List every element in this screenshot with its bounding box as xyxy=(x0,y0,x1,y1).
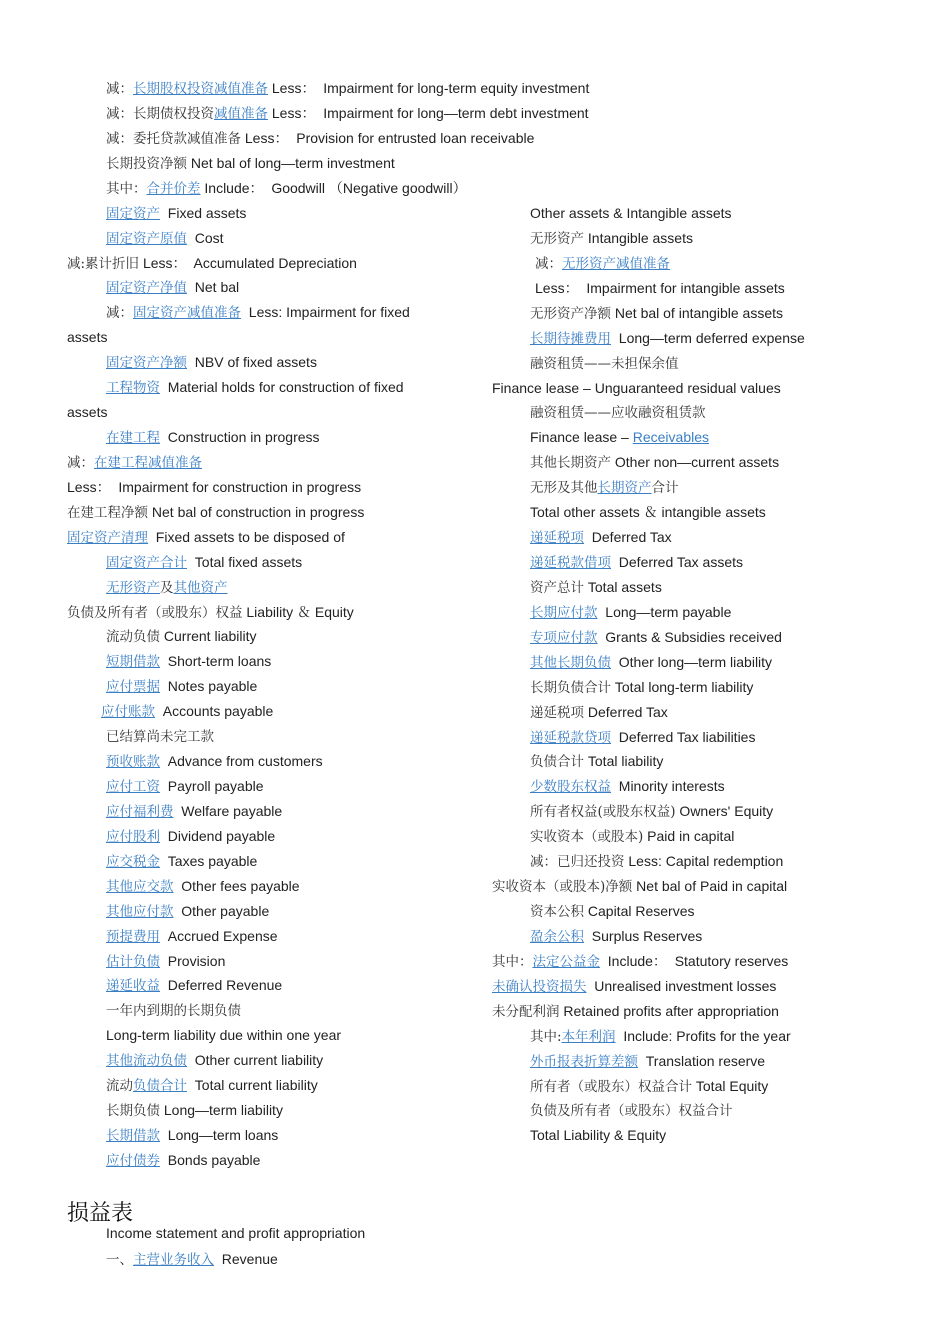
income-statement-heading: 损益表 xyxy=(67,1200,134,1226)
term-link[interactable]: 其他应付款 xyxy=(106,904,174,920)
chinese-term: 其他长期资产 xyxy=(530,455,611,471)
left-line xyxy=(67,528,345,546)
english-term: Taxes payable xyxy=(160,853,258,869)
english-term: Total long-term liability xyxy=(611,679,754,695)
left-line xyxy=(106,303,410,321)
term-link[interactable]: 未确认投资损失 xyxy=(492,979,587,995)
left-line xyxy=(106,727,214,745)
term-link[interactable]: 无形资产 xyxy=(106,580,160,596)
english-term: Accounts payable xyxy=(155,703,274,719)
english-term: Surplus Reserves xyxy=(584,928,703,944)
term-link[interactable]: 减值准备 xyxy=(214,106,268,122)
english-term: Capital Reserves xyxy=(584,903,695,919)
chinese-term: 其中: xyxy=(530,1029,562,1045)
english-term: Other payable xyxy=(173,903,270,919)
english-term: Net bal of Paid in capital xyxy=(632,878,788,894)
english-term: Bonds payable xyxy=(160,1152,261,1168)
term-link[interactable]: Receivables xyxy=(632,429,709,445)
left-line xyxy=(106,1051,323,1069)
english-term: Long-term liability due within one year xyxy=(106,1027,342,1043)
chinese-term: 长期负债合计 xyxy=(530,680,611,696)
chinese-term: 其中： xyxy=(492,954,533,970)
right-line xyxy=(530,1126,666,1144)
english-term: Deferred Revenue xyxy=(160,977,283,993)
left-line xyxy=(106,378,404,396)
right-line xyxy=(492,379,781,397)
term-link[interactable]: 递延收益 xyxy=(106,978,160,994)
left-line xyxy=(106,104,589,122)
right-line xyxy=(530,628,782,646)
chinese-term: 负债合计 xyxy=(530,754,584,770)
chinese-term: 一年内到期的长期负债 xyxy=(106,1003,241,1019)
term-link[interactable]: 预收账款 xyxy=(106,754,160,770)
english-term: Net bal of intangible assets xyxy=(611,305,783,321)
right-line xyxy=(530,478,679,496)
right-line xyxy=(492,1002,779,1020)
english-term: Less： Impairment for construction in progress xyxy=(67,479,362,495)
english-term: Long—term payable xyxy=(597,604,732,620)
left-line xyxy=(67,453,202,471)
english-term: Other current liability xyxy=(187,1052,324,1068)
english-term: Total fixed assets xyxy=(187,554,303,570)
chinese-term: 资产总计 xyxy=(530,580,584,596)
right-line xyxy=(530,528,672,546)
chinese-term: 所有者（或股东）权益合计 xyxy=(530,1079,692,1095)
left-line xyxy=(106,1151,260,1169)
left-line xyxy=(106,1126,278,1144)
left-line xyxy=(106,229,224,247)
english-term: Deferred Tax xyxy=(584,704,668,720)
right-line xyxy=(492,877,787,895)
right-line xyxy=(530,428,709,446)
english-term: Less： Provision for entrusted loan receivable xyxy=(241,130,535,146)
english-term: Less： Impairment for intangible assets xyxy=(535,280,785,296)
right-line xyxy=(530,553,743,571)
english-term: Short-term loans xyxy=(160,653,272,669)
right-line xyxy=(530,578,662,596)
left-line xyxy=(106,902,269,920)
left-line xyxy=(106,79,589,97)
term-link[interactable]: 长期应付款 xyxy=(530,605,598,621)
chinese-term: 未分配利润 xyxy=(492,1004,560,1020)
english-term: Provision xyxy=(160,953,226,969)
term-link[interactable]: 主营业务收入 xyxy=(133,1252,214,1268)
right-line xyxy=(530,902,695,920)
term-link[interactable]: 无形资产减值准备 xyxy=(562,256,670,272)
left-line xyxy=(67,478,361,496)
chinese-term: 合计 xyxy=(651,480,679,496)
term-link[interactable]: 长期待摊费用 xyxy=(530,331,611,347)
left-line xyxy=(106,852,257,870)
chinese-term: 在建工程净额 xyxy=(67,505,148,521)
english-term: Less： Impairment for long-term equity investment xyxy=(268,80,590,96)
chinese-term: 资本公积 xyxy=(530,904,584,920)
term-link[interactable]: 少数股东权益 xyxy=(530,779,611,795)
right-line xyxy=(530,1101,733,1119)
term-link[interactable]: 预提费用 xyxy=(106,929,160,945)
term-link[interactable]: 其他长期负债 xyxy=(530,655,611,671)
right-line xyxy=(530,678,753,696)
term-link[interactable]: 应付票据 xyxy=(106,679,160,695)
chinese-term: 所有者权益(或股东权益) xyxy=(530,804,676,820)
left-line xyxy=(67,328,107,346)
english-term: Intangible assets xyxy=(584,230,693,246)
english-term: Net bal xyxy=(187,279,240,295)
term-link[interactable]: 长期股权投资减值准备 xyxy=(133,81,268,97)
left-line xyxy=(106,627,256,645)
term-link[interactable]: 盈余公积 xyxy=(530,929,584,945)
right-line xyxy=(530,229,693,247)
left-line xyxy=(101,702,273,720)
right-line xyxy=(530,453,779,471)
english-term: Deferred Tax xyxy=(584,529,672,545)
left-line xyxy=(106,1076,318,1094)
english-term: Finance lease – xyxy=(530,429,633,445)
left-line xyxy=(106,1026,341,1044)
right-line xyxy=(530,1052,765,1070)
english-term: Less： Impairment for long—term debt investment xyxy=(268,105,589,121)
term-link[interactable]: 专项应付款 xyxy=(530,630,598,646)
left-line xyxy=(106,952,225,970)
chinese-term: 流动 xyxy=(106,1078,133,1094)
left-line xyxy=(67,603,354,621)
chinese-term: 减:累计折旧 xyxy=(67,256,140,272)
term-link[interactable]: 工程物资 xyxy=(106,380,160,396)
english-term: Paid in capital xyxy=(643,828,735,844)
term-link[interactable]: 固定资产 xyxy=(106,206,160,222)
left-line xyxy=(106,752,323,770)
chinese-term: 减：已归还投资 xyxy=(530,854,625,870)
chinese-term: 减： xyxy=(106,81,133,97)
left-line xyxy=(106,179,467,197)
english-term: Payroll payable xyxy=(160,778,264,794)
chinese-term: 流动负债 xyxy=(106,629,160,645)
english-term: Total Liability & Equity xyxy=(530,1127,667,1143)
english-term: Total assets xyxy=(584,579,662,595)
term-link[interactable]: 合并价差 xyxy=(146,181,201,197)
right-line xyxy=(530,653,772,671)
left-line xyxy=(106,652,271,670)
term-link[interactable]: 递延税款借项 xyxy=(530,555,611,571)
english-term: Notes payable xyxy=(160,678,258,694)
term-link[interactable]: 递延税款贷项 xyxy=(530,730,611,746)
right-line xyxy=(530,354,679,372)
left-line xyxy=(106,553,302,571)
chinese-term: 减：委托贷款减值准备 xyxy=(106,131,241,147)
english-term: Long—term liability xyxy=(160,1102,283,1118)
chinese-term: 减： xyxy=(106,305,133,321)
term-link[interactable]: 固定资产原值 xyxy=(106,231,187,247)
right-line xyxy=(492,977,776,995)
term-link[interactable]: 应付福利费 xyxy=(106,804,174,820)
term-link[interactable]: 外币报表折算差额 xyxy=(530,1054,638,1070)
english-term: Cost xyxy=(187,230,224,246)
chinese-term: 无形及其他 xyxy=(530,480,598,496)
left-line xyxy=(67,503,364,521)
chinese-term: 减： xyxy=(535,256,562,272)
english-term: Construction in progress xyxy=(160,429,320,445)
bottom-line xyxy=(106,1250,278,1268)
english-term: Other long—term liability xyxy=(611,654,773,670)
left-line xyxy=(106,927,278,945)
chinese-term: 融资租赁——未担保余值 xyxy=(530,356,679,372)
english-term: Total Equity xyxy=(692,1078,769,1094)
right-line xyxy=(530,777,725,795)
left-line xyxy=(106,827,275,845)
right-line xyxy=(530,852,783,870)
term-link[interactable]: 固定资产净值 xyxy=(106,280,187,296)
right-line xyxy=(530,827,734,845)
term-link[interactable]: 应付工资 xyxy=(106,779,160,795)
english-term: Welfare payable xyxy=(173,803,283,819)
english-term: Other non—current assets xyxy=(611,454,780,470)
term-link[interactable]: 应付股利 xyxy=(106,829,160,845)
english-term: Total current liability xyxy=(187,1077,318,1093)
term-link[interactable]: 法定公益金 xyxy=(532,954,600,970)
term-link[interactable]: 长期借款 xyxy=(106,1128,160,1144)
term-link[interactable]: 固定资产合计 xyxy=(106,555,187,571)
chinese-term: 已结算尚未完工款 xyxy=(106,729,214,745)
right-line xyxy=(530,927,702,945)
left-line xyxy=(106,578,228,596)
right-line xyxy=(530,204,732,222)
left-line xyxy=(106,1101,283,1119)
chinese-term: 递延税项 xyxy=(530,705,584,721)
english-term: Net bal of construction in progress xyxy=(148,504,365,520)
english-term: Less: Capital redemption xyxy=(624,853,784,869)
english-term: Include: Profits for the year xyxy=(615,1028,791,1044)
left-line xyxy=(106,353,317,371)
right-line xyxy=(535,279,785,297)
term-link[interactable]: 其他流动负债 xyxy=(106,1053,187,1069)
left-line xyxy=(106,278,239,296)
english-term: Include： Goodwill （Negative goodwill） xyxy=(200,180,467,196)
term-link[interactable]: 固定资产清理 xyxy=(67,530,148,546)
english-term: Less: Impairment for fixed xyxy=(241,304,410,320)
english-term: Net bal of long—term investment xyxy=(187,155,395,171)
term-link[interactable]: 估计负债 xyxy=(106,954,160,970)
english-term: NBV of fixed assets xyxy=(187,354,317,370)
left-line xyxy=(106,976,282,994)
english-term: Fixed assets to be disposed of xyxy=(148,529,345,545)
left-line xyxy=(106,877,300,895)
left-line xyxy=(106,428,320,446)
left-line xyxy=(106,154,395,172)
right-line xyxy=(530,1077,768,1095)
english-term: Other fees payable xyxy=(173,878,300,894)
chinese-term: 无形资产 xyxy=(530,231,584,247)
english-term: Less： Accumulated Depreciation xyxy=(139,255,357,271)
chinese-term: 减：长期债权投资 xyxy=(106,106,214,122)
english-term: Liability ＆ Equity xyxy=(242,604,354,620)
english-term: Total liability xyxy=(584,753,664,769)
term-link[interactable]: 其他应交款 xyxy=(106,879,174,895)
chinese-term: 负债及所有者（或股东）权益 xyxy=(67,605,243,621)
left-line xyxy=(106,1001,241,1019)
right-line xyxy=(530,1027,791,1045)
chinese-term: 融资租赁——应收融资租赁款 xyxy=(530,405,706,421)
right-line xyxy=(530,603,731,621)
left-line xyxy=(106,677,257,695)
chinese-term: 减： xyxy=(67,455,94,471)
english-term: Long—term loans xyxy=(160,1127,279,1143)
chinese-term: 负债及所有者（或股东）权益合计 xyxy=(530,1103,733,1119)
right-line xyxy=(530,703,668,721)
term-link[interactable]: 应付债券 xyxy=(106,1153,160,1169)
left-line xyxy=(106,204,246,222)
right-line xyxy=(530,752,663,770)
english-term: Total other assets ＆ intangible assets xyxy=(530,504,766,520)
term-link[interactable]: 其他资产 xyxy=(173,580,228,596)
english-term: Deferred Tax assets xyxy=(611,554,744,570)
right-line xyxy=(492,952,788,970)
english-term: Accrued Expense xyxy=(160,928,278,944)
term-link[interactable]: 固定资产净额 xyxy=(106,355,187,371)
right-line xyxy=(530,329,805,347)
term-link[interactable]: 递延税项 xyxy=(530,530,584,546)
english-term: Dividend payable xyxy=(160,828,276,844)
chinese-term: 实收资本（或股本) xyxy=(530,829,644,845)
chinese-term: 长期负债 xyxy=(106,1103,160,1119)
english-term: Grants & Subsidies received xyxy=(597,629,782,645)
chinese-term: 实收资本（或股本)净额 xyxy=(492,879,633,895)
term-link[interactable]: 短期借款 xyxy=(106,654,160,670)
english-term: assets xyxy=(67,404,108,420)
right-line xyxy=(530,503,766,521)
english-term: Income statement and profit appropriation xyxy=(106,1225,366,1241)
term-link[interactable]: 应付账款 xyxy=(101,704,155,720)
english-term: Fixed assets xyxy=(160,205,247,221)
term-link[interactable]: 在建工程减值准备 xyxy=(94,455,202,471)
english-term: Other assets & Intangible assets xyxy=(530,205,732,221)
term-link[interactable]: 长期资产 xyxy=(597,480,652,496)
left-line xyxy=(106,129,534,147)
left-line xyxy=(67,403,107,421)
chinese-term: 其中： xyxy=(106,181,147,197)
english-term: assets xyxy=(67,329,108,345)
chinese-term: 无形资产净额 xyxy=(530,306,611,322)
right-line xyxy=(530,403,706,421)
bottom-line xyxy=(106,1224,365,1242)
left-line xyxy=(106,777,264,795)
term-link[interactable]: 本年利润 xyxy=(561,1029,616,1045)
right-line xyxy=(530,304,783,322)
term-link[interactable]: 应交税金 xyxy=(106,854,160,870)
english-term: Finance lease – Unguaranteed residual values xyxy=(492,380,781,396)
right-line xyxy=(535,254,670,272)
left-line xyxy=(106,802,282,820)
english-term: Minority interests xyxy=(611,778,725,794)
chinese-term: 长期投资净额 xyxy=(106,156,187,172)
chinese-term: 一、 xyxy=(106,1252,133,1268)
english-term: Retained profits after appropriation xyxy=(559,1003,779,1019)
english-term: Include： Statutory reserves xyxy=(600,953,789,969)
term-link[interactable]: 负债合计 xyxy=(133,1078,187,1094)
english-term: Current liability xyxy=(160,628,257,644)
english-term: Material holds for construction of fixed xyxy=(160,379,404,395)
english-term: Unrealised investment losses xyxy=(586,978,777,994)
right-line xyxy=(530,802,773,820)
chinese-term: 及 xyxy=(160,580,174,596)
english-term: Translation reserve xyxy=(638,1053,766,1069)
left-line xyxy=(67,254,357,272)
english-term: Advance from customers xyxy=(160,753,323,769)
english-term: Deferred Tax liabilities xyxy=(611,729,756,745)
english-term: Revenue xyxy=(214,1251,278,1267)
term-link[interactable]: 在建工程 xyxy=(106,430,160,446)
english-term: Owners' Equity xyxy=(675,803,774,819)
term-link[interactable]: 固定资产减值准备 xyxy=(133,305,241,321)
right-line xyxy=(530,728,755,746)
english-term: Long—term deferred expense xyxy=(611,330,805,346)
